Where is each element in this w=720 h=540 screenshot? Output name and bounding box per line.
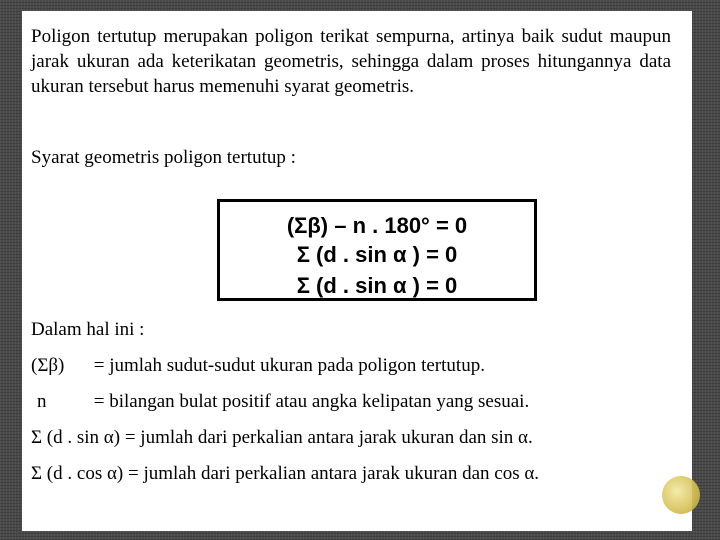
definition-text: = jumlah dari perkalian antara jarak ukuran dan sin α. (124, 427, 533, 448)
formula-sin-condition-repeat: Σ (d . sin α ) = 0 (296, 273, 458, 298)
definition-term: Σ (d . cos α) (31, 463, 124, 484)
definition-term: n (37, 391, 47, 412)
slide-page (22, 11, 692, 531)
definition-term: Σ (d . sin α) (31, 427, 121, 448)
definitions-title: Dalam hal ini : (31, 319, 145, 340)
definition-term: (Σβ) (31, 355, 65, 376)
decorative-dot (662, 476, 700, 514)
subheading: Syarat geometris poligon tertutup : (31, 147, 296, 168)
definition-row (31, 353, 485, 378)
formula-box (217, 199, 537, 301)
definition-row (31, 425, 533, 450)
formula-sin-condition: Σ (d . sin α ) = 0 (296, 242, 458, 267)
formula-angle-condition: (Σβ) – n . 180° = 0 (286, 213, 468, 238)
definition-text: = jumlah dari perkalian antara jarak ukuran dan cos α. (128, 463, 540, 484)
intro-paragraph: Poligon tertutup merupakan poligon terikat sempurna, artinya baik sudut maupun jarak ukuran ada keterikatan geometris, sehingga dalam proses hitungannya data ukuran tersebut harus memenuhi syarat geometris. (31, 26, 671, 97)
definition-row (31, 461, 539, 486)
definition-text: = jumlah sudut-sudut ukuran pada poligon tertutup. (93, 355, 485, 376)
definition-row (31, 389, 529, 414)
definition-text: = bilangan bulat positif atau angka kelipatan yang sesuai. (93, 391, 530, 412)
